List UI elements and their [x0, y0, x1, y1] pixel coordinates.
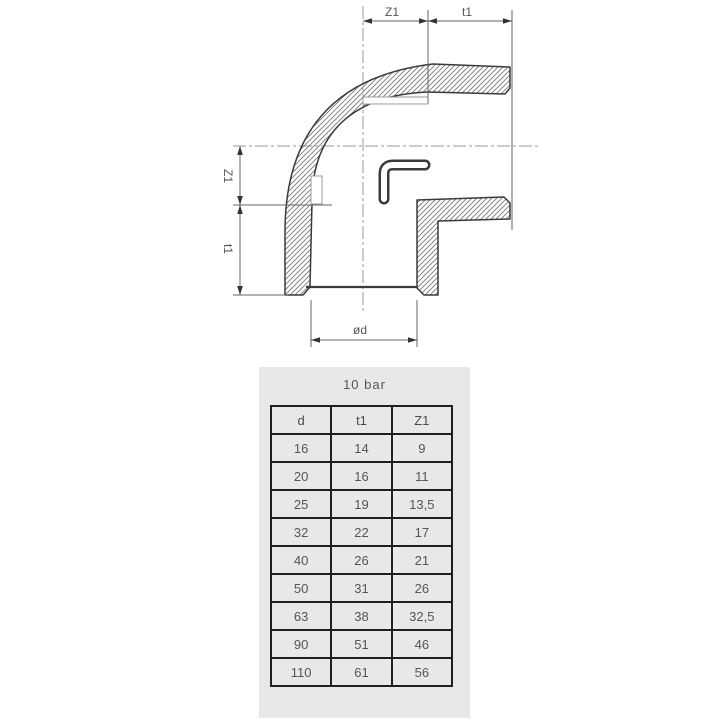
left-socket-step — [311, 176, 322, 204]
dimension-lines — [233, 10, 512, 347]
label-t1-left: t1 — [221, 243, 235, 255]
column-header: t1 — [331, 406, 391, 434]
table-cell: 110 — [271, 658, 331, 686]
bore-corner-ridge — [384, 165, 425, 199]
table-row — [271, 490, 452, 518]
table-cell: 13,5 — [392, 490, 452, 518]
table-row — [271, 630, 452, 658]
table-cell: 40 — [271, 546, 331, 574]
table-cell: 11 — [392, 462, 452, 490]
table-cell: 16 — [331, 462, 391, 490]
table-row — [271, 658, 452, 686]
table-cell: 26 — [331, 546, 391, 574]
column-header: d — [271, 406, 331, 434]
table-cell: 38 — [331, 602, 391, 630]
table-cell: 61 — [331, 658, 391, 686]
table-cell: 14 — [331, 434, 391, 462]
table-cell: 56 — [392, 658, 452, 686]
table-cell: 63 — [271, 602, 331, 630]
label-z1-left: Z1 — [221, 168, 235, 184]
table-cell: 46 — [392, 630, 452, 658]
table-cell: 20 — [271, 462, 331, 490]
table-cell: 32,5 — [392, 602, 452, 630]
table-cell: 17 — [392, 518, 452, 546]
spec-panel — [259, 367, 470, 718]
table-cell: 51 — [331, 630, 391, 658]
table-cell: 19 — [331, 490, 391, 518]
table-cell: 90 — [271, 630, 331, 658]
table-cell: 32 — [271, 518, 331, 546]
table-cell: 22 — [331, 518, 391, 546]
table-header-row — [271, 406, 452, 434]
table-cell: 9 — [392, 434, 452, 462]
pressure-rating-title: 10 bar — [343, 377, 386, 392]
column-header: Z1 — [392, 406, 452, 434]
label-z1-top: Z1 — [384, 5, 400, 19]
table-cell: 21 — [392, 546, 452, 574]
centerlines — [233, 6, 541, 312]
label-t1-top: t1 — [461, 5, 473, 19]
table-row — [271, 602, 452, 630]
table-row — [271, 434, 452, 462]
dimension-table — [270, 405, 453, 687]
table-row — [271, 546, 452, 574]
table-cell: 26 — [392, 574, 452, 602]
table-row — [271, 462, 452, 490]
label-od-bottom: ød — [352, 323, 368, 337]
table-cell: 50 — [271, 574, 331, 602]
table-body — [271, 434, 452, 686]
top-socket-step — [363, 97, 428, 104]
table-cell: 25 — [271, 490, 331, 518]
elbow-inner-corner-wall — [417, 197, 510, 295]
table-cell: 31 — [331, 574, 391, 602]
table-row — [271, 574, 452, 602]
table-cell: 16 — [271, 434, 331, 462]
table-row — [271, 518, 452, 546]
